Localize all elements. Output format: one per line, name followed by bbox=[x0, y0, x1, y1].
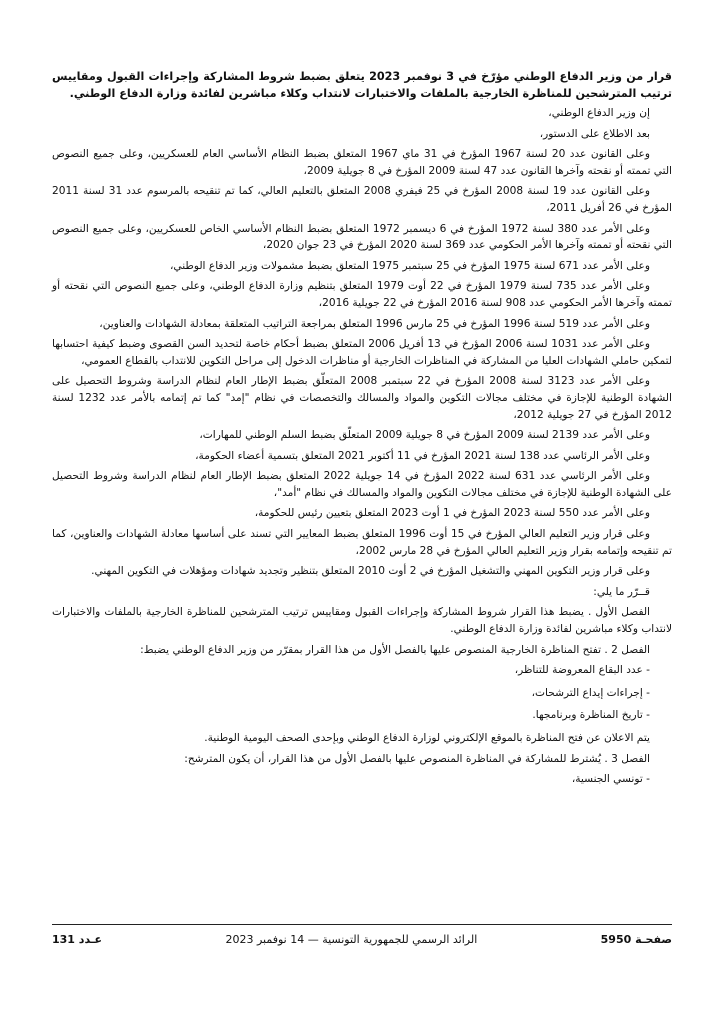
paragraph: وعلى الأمر الرئاسي عدد 631 لسنة 2022 المؤرخ في 14 جويلية 2022 المتعلق بضبط الإطار العام لنظام الدراسة وشروط التحصيل على الشهادة الوطنية للإجازة في مختلف مجالات التكوين والمواد والمسالك في نظام "أمد"، bbox=[52, 470, 672, 499]
list-item: - تونسي الجنسية، bbox=[571, 773, 650, 786]
article-1: الفصل الأول . يضبط هذا القرار شروط المشاركة وإجراءات القبول ومقاييس ترتيب المترشحين للمناظرة الخارجية بالملفات والاختبارات لانتداب وكلاء مباشرين لفائدة وزارة الدفاع الوطني. bbox=[52, 606, 672, 636]
paragraph: بعد الاطلاع على الدستور، bbox=[539, 127, 650, 140]
paragraph: وعلى الأمر عدد 380 لسنة 1972 المؤرخ في 6 ديسمبر 1972 المتعلق بضبط النظام الأساسي الخاص للعسكريين، وعلى جميع النصوص التي نقحته أو تممته وآخرها الأمر الحكومي عدد 369 لسنة 2020 المؤرخ في 23 جوان 2020، bbox=[52, 222, 672, 252]
paragraph: وعلى الأمر عدد 1031 لسنة 2006 المؤرخ في 13 أفريل 2006 المتعلق بضبط أحكام خاصة لتحديد السن القصوى وضبط كيفية احتسابها لتمكين حاملي الشهادات العليا من المشاركة في المناظرات الخارجية أو مناظرات الدخول إلى مراحل التكوين للانتداب بالقطاع العمومي، bbox=[52, 338, 672, 367]
decree-title: قرار من وزير الدفاع الوطني مؤرّخ في 3 نوفمبر 2023 يتعلق بضبط شروط المشاركة وإجراءات القبول ومقاييس ترتيب المترشحين للمناظرة الخارجية بالملفات والاختبارات لانتداب وكلاء مباشرين لفائدة وزارة الدفاع الوطني. bbox=[52, 70, 673, 100]
paragraph: وعلى الأمر عدد 2139 لسنة 2009 المؤرخ في 8 جويلية 2009 المتعلّق بضبط السلم الوطني للمهارات، bbox=[199, 429, 650, 442]
decision-heading: قــرّر ما يلي: bbox=[593, 585, 650, 598]
page-footer bbox=[52, 924, 672, 946]
list-item: - عدد البقاع المعروضة للتناظر، bbox=[514, 664, 650, 677]
document-body bbox=[52, 68, 672, 794]
list-item: - تاريخ المناظرة وبرنامجها. bbox=[532, 709, 650, 722]
paragraph: وعلى القانون عدد 20 لسنة 1967 المؤرخ في 31 ماي 1967 المتعلق بضبط النظام الأساسي العام للعسكريين، وعلى جميع النصوص التي تممته أو نقحته وآخرها القانون عدد 47 لسنة 2009 المؤرخ في 8 جويلية 2009، bbox=[52, 148, 672, 177]
paragraph: وعلى الأمر عدد 735 لسنة 1979 المؤرخ في 22 أوت 1979 المتعلق بتنظيم وزارة الدفاع الوطني، وعلى جميع النصوص التي نقحته أو تممته وآخرها الأمر الحكومي عدد 908 لسنة 2016 المؤرخ في 22 جويلية 2016، bbox=[52, 280, 672, 309]
paragraph: وعلى قرار وزير التعليم العالي المؤرخ في 15 أوت 1996 المتعلق بضبط المعايير التي تسند على أساسها معادلة الشهادات والعناوين، كما تم تنقيحه وإتمامه بقرار وزير التعليم العالي المؤرخ في 28 مارس 2002، bbox=[52, 528, 672, 557]
journal-title: الرائد الرسمي للجمهورية التونسية — 14 نوفمبر 2023 bbox=[225, 933, 478, 946]
issue-number: عـدد 131 bbox=[52, 933, 103, 946]
paragraph: وعلى الأمر الرئاسي عدد 138 لسنة 2021 المؤرخ في 11 أكتوبر 2021 المتعلق بتسمية أعضاء الحكومة، bbox=[195, 449, 650, 462]
article-3: الفصل 3 . يُشترط للمشاركة في المناظرة المنصوص عليها بالفصل الأول من هذا القرار، أن يكون المترشح: bbox=[184, 752, 650, 765]
paragraph: وعلى القانون عدد 19 لسنة 2008 المؤرخ في 25 فيفري 2008 المتعلق بالتعليم العالي، كما تم تنقيحه بالمرسوم عدد 31 لسنة 2011 المؤرخ في 26 أفريل 2011، bbox=[52, 185, 672, 214]
list-item: - إجراءات إيداع الترشحات، bbox=[531, 686, 650, 699]
paragraph: وعلى قرار وزير التكوين المهني والتشغيل المؤرخ في 2 أوت 2010 المتعلق بتنظير وتجديد شهادات ومؤهلات في التكوين المهني. bbox=[91, 565, 650, 578]
paragraph: وعلى الأمر عدد 671 لسنة 1975 المؤرخ في 25 سبتمبر 1975 المتعلق بضبط مشمولات وزير الدفاع الوطني، bbox=[169, 259, 650, 272]
paragraph: إن وزير الدفاع الوطني، bbox=[548, 107, 650, 119]
paragraph: وعلى الأمر عدد 550 لسنة 2023 المؤرخ في 1 أوت 2023 المتعلق بتعيين رئيس للحكومة، bbox=[254, 507, 650, 520]
paragraph: وعلى الأمر عدد 519 لسنة 1996 المؤرخ في 25 مارس 1996 المتعلق بمراجعة التراتيب المتعلقة بمعادلة الشهادات والعناوين، bbox=[99, 317, 650, 330]
article-2: الفصل 2 . تفتح المناظرة الخارجية المنصوص عليها بالفصل الأول من هذا القرار بمقرّر من وزير الدفاع الوطني يضبط: bbox=[140, 643, 650, 656]
paragraph: وعلى الأمر عدد 3123 لسنة 2008 المؤرخ في 22 سبتمبر 2008 المتعلّق بضبط الإطار العام لنظام الدراسة وشروط التحصيل على الشهادة الوطنية للإجازة في مختلف مجالات التكوين والمواد والمسالك والتخصصات في نظام "إمد" كما تم إتمامه بالأمر عدد 1232 لسنة 2012 المؤرخ في 27 جويلية 2012، bbox=[52, 375, 672, 421]
paragraph: يتم الاعلان عن فتح المناظرة بالموقع الإلكتروني لوزارة الدفاع الوطني وبإحدى الصحف اليومية الوطنية. bbox=[204, 732, 650, 744]
page-number: صفحـة 5950 bbox=[600, 933, 672, 946]
